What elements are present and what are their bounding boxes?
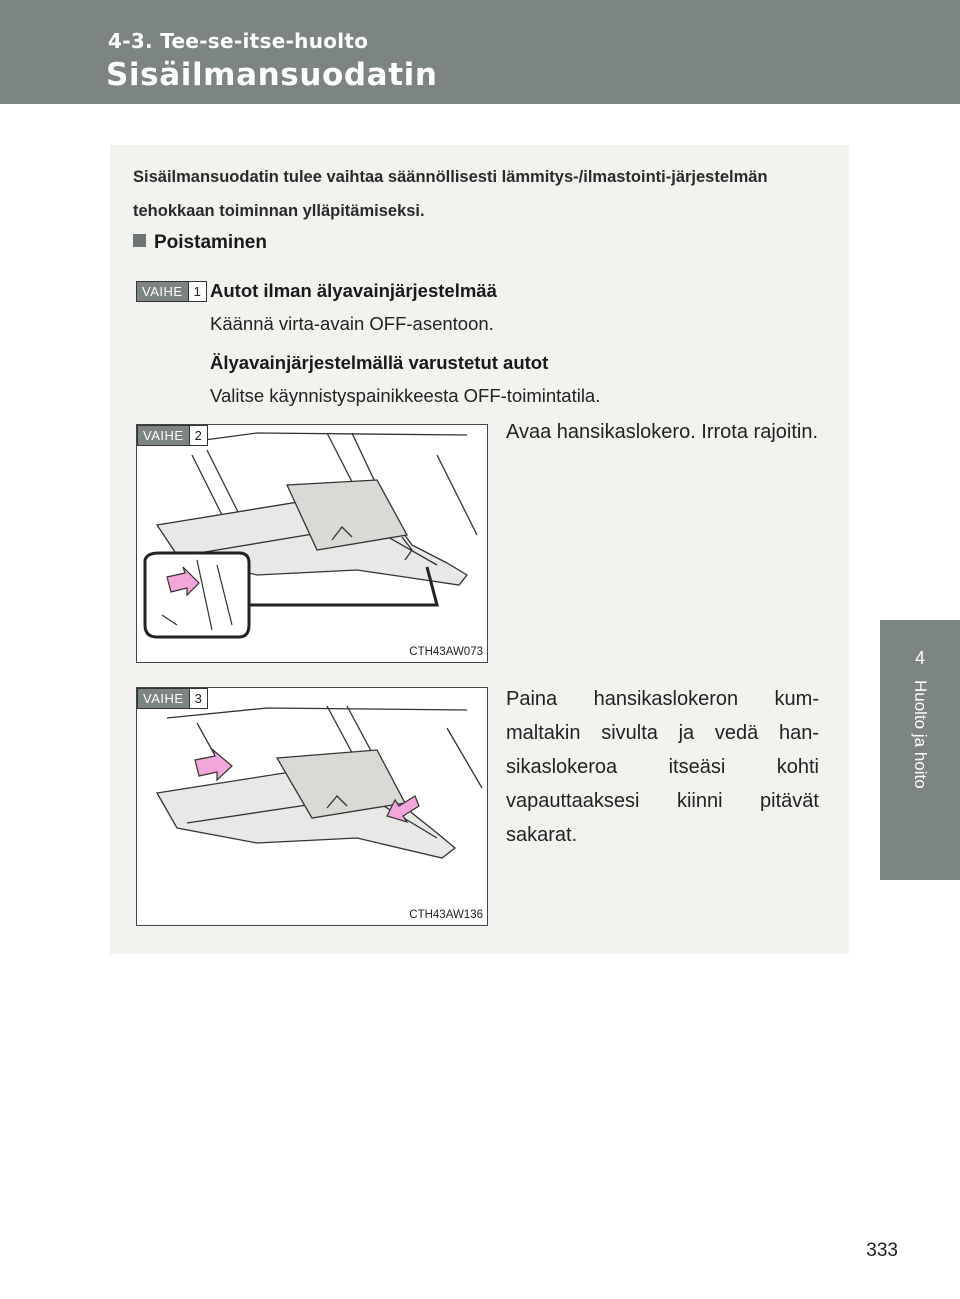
step-3-illustration (136, 687, 488, 926)
page-header (0, 0, 960, 104)
left-squeeze-arrow-icon (195, 750, 232, 780)
step-label: VAIHE (137, 282, 188, 301)
step-number: 2 (189, 426, 207, 445)
step-3-text: Paina hansikaslokeron kum-maltakin sivulta ja vedä han-sikaslokeroa itseäsi kohti vapauttaaksesi kiinni pitävät sakarat. (506, 688, 819, 846)
step-1-heading-b: Älyavainjärjestelmällä varustetut autot (210, 352, 549, 373)
step-1-text-a: Käännä virta-avain OFF-asentoon. (210, 313, 494, 334)
step-2-illustration (136, 424, 488, 663)
section-label: 4-3. Tee-se-itse-huolto (108, 29, 369, 53)
step-number: 1 (188, 282, 206, 301)
square-bullet-icon (133, 234, 146, 247)
step-label: VAIHE (138, 689, 189, 708)
subheading (133, 232, 267, 254)
page-number: 333 (866, 1240, 898, 1261)
chapter-number: 4 (914, 648, 925, 668)
subheading-text: Poistaminen (154, 232, 267, 253)
step-2-badge (137, 425, 208, 446)
intro-text: Sisäilmansuodatin tulee vaihtaa säännöllisesti lämmitys-/ilmastointi-järjestelmän tehokkaan toiminnan ylläpitämiseksi. (133, 168, 768, 220)
step-1-text-b: Valitse käynnistyspainikkeesta OFF-toimintatila. (210, 385, 601, 406)
step-number: 3 (189, 689, 207, 708)
glovebox-release-drawing (137, 688, 487, 925)
page-title: Sisäilmansuodatin (106, 57, 438, 93)
chapter-label: Huolto ja hoito (911, 680, 930, 789)
step-1-heading-a: Autot ilman älyavainjärjestelmää (210, 280, 497, 301)
step-label: VAIHE (138, 426, 189, 445)
figure-code: CTH43AW136 (409, 909, 483, 921)
figure-code: CTH43AW073 (409, 646, 483, 658)
glovebox-open-drawing (137, 425, 487, 662)
step-1-badge (136, 281, 207, 302)
step-3-badge (137, 688, 208, 709)
step-2-text: Avaa hansikaslokero. Irrota rajoitin. (506, 421, 819, 443)
